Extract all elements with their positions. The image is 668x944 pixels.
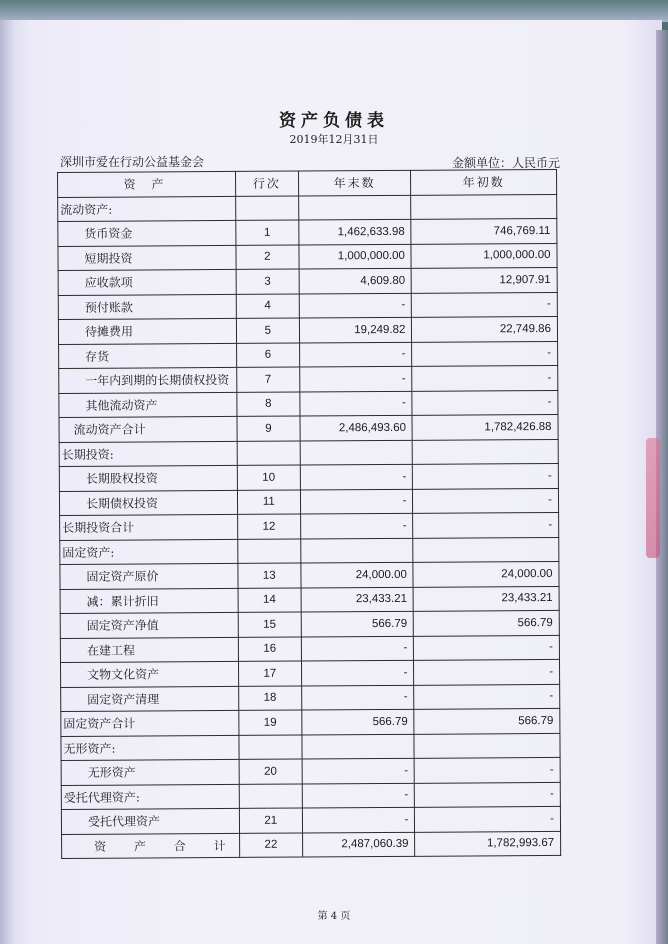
row-line-no [238,539,301,564]
row-year-begin: - [413,512,559,537]
table-row [60,659,559,687]
row-name: 资 产 合 计 [62,833,240,859]
row-year-begin: - [414,635,560,660]
row-name: 固定资产: [60,539,238,565]
row-year-end [300,538,413,563]
row-year-begin [414,733,560,758]
row-year-end: 1,462,633.98 [298,219,411,244]
header-year-end: 年末数 [298,170,411,195]
row-year-begin: 23,433.21 [413,586,559,611]
table-row [58,194,557,222]
table-row [59,390,558,418]
row-year-end: 566.79 [301,611,414,636]
row-year-end: 2,487,060.39 [302,832,415,857]
row-year-end [300,440,413,465]
row-name: 货币资金 [58,220,236,246]
row-year-begin: 12,907.91 [412,267,558,292]
row-line-no [236,196,299,221]
scan-background-strip [0,0,668,22]
page-number: 第 4 页 [317,911,351,922]
row-name: 固定资产净值 [60,612,238,638]
table-row [58,316,557,344]
row-year-begin: - [412,341,558,366]
row-year-end: - [302,783,415,808]
table-row [59,463,558,491]
table-row [60,610,559,638]
row-name: 受托代理资产: [61,784,239,810]
row-line-no: 19 [239,710,302,735]
row-line-no: 15 [238,612,301,637]
row-year-end: - [299,342,412,367]
table-row [60,512,559,540]
page-binding-shadow [0,20,14,944]
row-name: 固定资产原价 [60,563,238,589]
row-name: 其他流动资产 [59,392,237,418]
row-line-no: 2 [236,245,299,270]
row-year-begin [413,537,559,562]
row-name: 文物文化资产 [60,661,238,687]
row-year-begin: - [412,390,558,415]
row-year-end: 2,486,493.60 [300,415,413,440]
row-line-no: 22 [240,833,303,858]
row-name: 无形资产: [61,735,239,761]
row-year-begin: - [412,365,558,390]
table-header-row [58,169,557,197]
row-name: 流动资产合计 [59,416,237,442]
table-row [62,831,561,859]
table-row [60,635,559,663]
table-row [61,757,560,785]
row-name: 受托代理资产 [61,808,239,834]
table-row [59,439,558,467]
row-year-end: - [300,464,413,489]
table-row [60,561,559,589]
header-asset: 资 产 [58,171,236,197]
row-name: 固定资产清理 [61,686,239,712]
table-row [61,806,560,834]
row-year-begin: 566.79 [414,708,560,733]
row-name: 在建工程 [60,637,238,663]
row-name: 长期股权投资 [59,465,237,491]
row-year-end: 4,609.80 [299,268,412,293]
row-name: 待摊费用 [58,318,236,344]
row-year-end: - [300,489,413,514]
table-row [59,365,558,393]
table-row [59,488,558,516]
table-row [58,267,557,295]
row-year-end: - [299,293,412,318]
row-name: 应收款项 [58,269,236,295]
table-row [58,218,557,246]
organization-name: 深圳市爱在行动公益基金会 [60,155,205,169]
row-year-begin: 566.79 [414,610,560,635]
row-year-end: - [301,636,414,661]
table-row [61,782,560,810]
table-row [59,341,558,369]
row-year-end: 1,000,000.00 [299,244,412,269]
row-name: 长期投资: [59,441,237,467]
row-year-end: - [299,366,412,391]
row-year-end: 23,433.21 [301,587,414,612]
row-name: 存货 [59,343,237,369]
row-year-begin: - [415,782,561,807]
row-year-end: - [301,660,414,685]
row-line-no: 11 [237,490,300,515]
row-year-begin: 1,782,426.88 [412,414,558,439]
row-line-no: 21 [239,808,302,833]
row-name: 一年内到期的长期债权投资 [59,367,237,393]
row-line-no: 1 [236,220,299,245]
row-line-no: 13 [238,563,301,588]
row-line-no: 16 [238,637,301,662]
row-name: 无形资产 [61,759,239,785]
row-line-no [237,441,300,466]
document-title: 资产负债表 [279,111,389,131]
table-row [61,733,560,761]
row-year-begin: - [415,757,561,782]
row-year-end: - [301,685,414,710]
row-name: 固定资产合计 [61,710,239,736]
row-name: 短期投资 [58,245,236,271]
table-row [60,537,559,565]
row-line-no: 17 [238,661,301,686]
row-line-no: 10 [237,465,300,490]
table-row [58,243,557,271]
row-name: 减：累计折旧 [60,588,238,614]
row-line-no: 14 [238,588,301,613]
header-line-no: 行次 [235,171,298,196]
seal-stamp-fragment [646,438,660,558]
row-year-begin: 24,000.00 [413,561,559,586]
row-year-begin: - [413,488,559,513]
table-row [58,292,557,320]
table-row [61,684,560,712]
row-year-begin: - [414,684,560,709]
currency-unit: 金额单位：人民币元 [451,156,560,170]
row-line-no [239,735,302,760]
row-year-begin: - [415,806,561,831]
row-line-no: 6 [237,343,300,368]
report-date: 2019年12月31日 [289,133,379,146]
row-year-begin [411,194,557,219]
row-year-begin: - [412,292,558,317]
table-row [61,708,560,736]
row-year-end: - [302,758,415,783]
row-line-no: 9 [237,416,300,441]
row-year-begin [413,439,559,464]
row-line-no: 4 [236,294,299,319]
row-name: 流动资产: [58,196,236,222]
row-name: 预付账款 [58,294,236,320]
row-year-end [298,195,411,220]
row-name: 长期投资合计 [60,514,238,540]
row-line-no: 3 [236,269,299,294]
row-line-no: 5 [236,318,299,343]
row-name: 长期债权投资 [59,490,237,516]
row-line-no: 7 [237,367,300,392]
row-year-begin: 746,769.11 [411,218,557,243]
row-line-no: 18 [239,686,302,711]
row-line-no: 20 [239,759,302,784]
row-year-end: 24,000.00 [301,562,414,587]
row-year-end: 566.79 [301,709,414,734]
row-line-no: 12 [238,514,301,539]
row-year-begin: - [414,659,560,684]
row-year-end [302,734,415,759]
row-year-end: - [300,391,413,416]
row-year-begin: 22,749.86 [412,316,558,341]
header-year-begin: 年初数 [411,169,557,194]
table-row [60,586,559,614]
row-year-end: - [302,807,415,832]
row-year-end: 19,249.82 [299,317,412,342]
table-row [59,414,558,442]
row-line-no: 8 [237,392,300,417]
row-line-no [239,784,302,809]
row-year-begin: 1,782,993.67 [415,831,561,856]
balance-sheet-table [57,169,561,859]
row-year-begin: 1,000,000.00 [411,243,557,268]
row-year-end: - [300,513,413,538]
row-year-begin: - [413,463,559,488]
